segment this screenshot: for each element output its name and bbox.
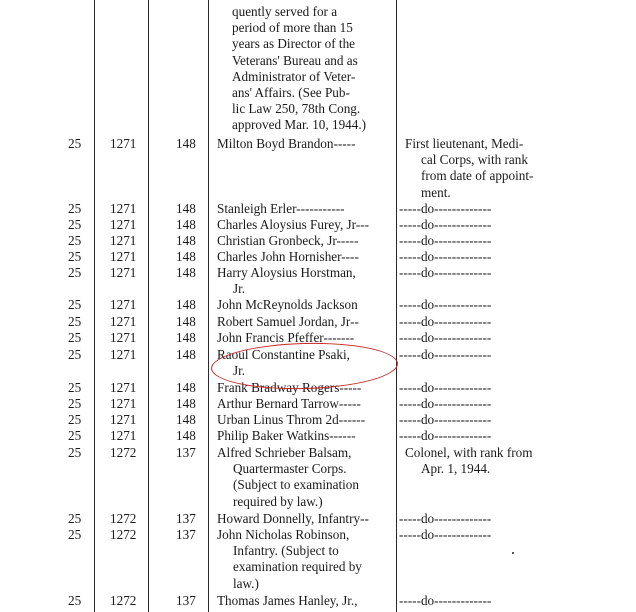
- name-cell: [217, 233, 397, 249]
- name-cell: [217, 527, 397, 592]
- item-number-cell: 148: [176, 380, 196, 395]
- page-ref-cell: 25: [68, 249, 82, 264]
- rank-cell: [399, 201, 559, 217]
- page-ref-cell: 25: [68, 297, 82, 312]
- rank-text: -----do-------------: [399, 297, 492, 312]
- rank-cell: [399, 527, 559, 543]
- item-number-cell: 137: [176, 511, 196, 526]
- rank-text: -----do-------------: [399, 217, 492, 232]
- rank-text: -----do-------------: [399, 396, 492, 411]
- rank-cell: [399, 249, 559, 265]
- rank-cell: [399, 412, 559, 428]
- rank-cell: [399, 297, 559, 313]
- rank-text: -----do-------------: [399, 511, 492, 526]
- officer-name: Milton Boyd Brandon: [217, 136, 334, 151]
- item-number-cell: 148: [176, 330, 196, 345]
- rank-continuation: from date of appoint-: [421, 168, 534, 184]
- rank-cell: [399, 265, 559, 281]
- name-cell: [217, 265, 397, 297]
- rank-text: -----do-------------: [399, 347, 492, 362]
- list-number-cell: 1271: [110, 380, 137, 395]
- name-continuation: Infantry. (Subject to: [233, 543, 339, 559]
- item-number-cell: 148: [176, 428, 196, 443]
- rank-text: Colonel, with rank from: [405, 445, 533, 460]
- officer-name: John McReynolds Jackson: [217, 297, 358, 312]
- officer-name: Robert Samuel Jordan, Jr: [217, 314, 351, 329]
- name-cell: [217, 297, 397, 313]
- name-cell: [217, 428, 397, 444]
- item-number-cell: 137: [176, 527, 196, 542]
- leader-dashes: --: [350, 314, 359, 329]
- intro-line: Veterans' Bureau and as: [232, 52, 358, 68]
- list-number-cell: 1272: [110, 527, 137, 542]
- name-cell: [217, 249, 397, 265]
- page-ref-cell: 25: [68, 265, 82, 280]
- leader-dashes: --: [360, 511, 369, 526]
- column-rule-1: [94, 0, 95, 612]
- page-ref-cell: 25: [68, 511, 82, 526]
- page-ref-cell: 25: [68, 593, 82, 608]
- rank-cell: [399, 396, 559, 412]
- page-ref-cell: 25: [68, 330, 82, 345]
- officer-name: Charles Aloysius Furey, Jr: [217, 217, 356, 232]
- rank-cell: [399, 233, 559, 249]
- officer-name: Raoul Constantine Psaki,: [217, 347, 350, 362]
- page-ref-cell: 25: [68, 136, 82, 151]
- page-ref-cell: 25: [68, 233, 82, 248]
- officer-name: Frank Bradway Rogers: [217, 380, 340, 395]
- leader-dashes: -----: [339, 380, 362, 395]
- intro-line: quently served for a: [232, 4, 338, 19]
- rank-cell: [399, 511, 559, 527]
- item-number-cell: 148: [176, 136, 196, 151]
- item-number-cell: 148: [176, 314, 196, 329]
- name-cell: [217, 445, 397, 510]
- rank-text: -----do-------------: [399, 380, 492, 395]
- list-number-cell: 1271: [110, 347, 137, 362]
- column-rule-3: [208, 0, 209, 612]
- officer-name: Philip Baker Watkins: [217, 428, 330, 443]
- name-cell: [217, 412, 397, 428]
- name-continuation: (Subject to examination: [233, 477, 359, 493]
- name-continuation: Quartermaster Corps.: [233, 461, 347, 477]
- intro-line: period of more than 15: [232, 20, 353, 36]
- leader-dashes: -------: [323, 330, 355, 345]
- name-cell: [217, 314, 397, 330]
- rank-cell: [405, 445, 565, 477]
- page-ref-cell: 25: [68, 217, 82, 232]
- item-number-cell: 148: [176, 233, 196, 248]
- officer-name: Urban Linus Throm 2d: [217, 412, 339, 427]
- leader-dashes: -----: [336, 233, 359, 248]
- rank-text: -----do-------------: [399, 330, 492, 345]
- officer-name: John Nicholas Robinson,: [217, 527, 350, 542]
- rank-cell: [399, 593, 559, 609]
- item-number-cell: 148: [176, 217, 196, 232]
- rank-continuation: ment.: [421, 184, 451, 200]
- page-ref-cell: 25: [68, 380, 82, 395]
- officer-name: Harry Aloysius Horstman,: [217, 265, 356, 280]
- rank-text: -----do-------------: [399, 314, 492, 329]
- list-number-cell: 1271: [110, 396, 137, 411]
- page-ref-cell: 25: [68, 396, 82, 411]
- name-continuation: law.): [233, 575, 259, 591]
- leader-dashes: ------: [329, 428, 356, 443]
- page-ref-cell: 25: [68, 201, 82, 216]
- rank-cell: [399, 347, 559, 363]
- rank-text: -----do-------------: [399, 527, 492, 542]
- list-number-cell: 1271: [110, 136, 137, 151]
- name-cell: [217, 593, 397, 609]
- rank-cell: [399, 217, 559, 233]
- officer-name: Alfred Schrieber Balsam,: [217, 445, 352, 460]
- rank-text: -----do-------------: [399, 593, 492, 608]
- list-number-cell: 1272: [110, 593, 137, 608]
- rank-cell: [399, 428, 559, 444]
- list-number-cell: 1271: [110, 217, 137, 232]
- name-cell: [217, 136, 397, 152]
- item-number-cell: 148: [176, 396, 196, 411]
- rank-text: -----do-------------: [399, 428, 492, 443]
- officer-name: Christian Gronbeck, Jr: [217, 233, 337, 248]
- rank-cell: [405, 136, 565, 201]
- item-number-cell: 148: [176, 201, 196, 216]
- list-number-cell: 1271: [110, 412, 137, 427]
- intro-note: [232, 4, 366, 134]
- rank-text: -----do-------------: [399, 233, 492, 248]
- officer-name: Thomas James Hanley, Jr.,: [217, 593, 358, 608]
- rank-continuation: cal Corps, with rank: [421, 152, 528, 168]
- intro-line: years as Director of the: [232, 36, 356, 52]
- list-number-cell: 1272: [110, 511, 137, 526]
- list-number-cell: 1271: [110, 428, 137, 443]
- item-number-cell: 148: [176, 265, 196, 280]
- list-number-cell: 1271: [110, 314, 137, 329]
- leader-dashes: ----: [341, 249, 359, 264]
- officer-name: Howard Donnelly, Infantry: [217, 511, 361, 526]
- name-cell: [217, 511, 397, 527]
- list-number-cell: 1271: [110, 265, 137, 280]
- officer-name: Stanleigh Erler: [217, 201, 297, 216]
- name-continuation: Jr.: [233, 281, 246, 297]
- rank-text: -----do-------------: [399, 201, 492, 216]
- leader-dashes: -----: [333, 136, 356, 151]
- rank-cell: [399, 314, 559, 330]
- page-ref-cell: 25: [68, 347, 82, 362]
- name-continuation: required by law.): [233, 493, 323, 509]
- item-number-cell: 137: [176, 445, 196, 460]
- name-continuation: examination required by: [233, 559, 362, 575]
- rank-text: -----do-------------: [399, 265, 492, 280]
- page-ref-cell: 25: [68, 428, 82, 443]
- list-number-cell: 1272: [110, 445, 137, 460]
- list-number-cell: 1271: [110, 233, 137, 248]
- page-ref-cell: 25: [68, 314, 82, 329]
- item-number-cell: 148: [176, 297, 196, 312]
- item-number-cell: 148: [176, 412, 196, 427]
- intro-line: ans' Affairs. (See Pub-: [232, 85, 350, 101]
- name-continuation: Jr.: [233, 363, 246, 379]
- list-number-cell: 1271: [110, 297, 137, 312]
- leader-dashes: -----: [338, 396, 361, 411]
- page-ref-cell: 25: [68, 527, 82, 542]
- item-number-cell: 137: [176, 593, 196, 608]
- leader-dashes: -----------: [296, 201, 345, 216]
- rank-continuation: Apr. 1, 1944.: [421, 461, 491, 477]
- rank-cell: [399, 380, 559, 396]
- list-number-cell: 1271: [110, 249, 137, 264]
- name-cell: [217, 217, 397, 233]
- name-cell: [217, 201, 397, 217]
- officer-name: Charles John Hornisher: [217, 249, 342, 264]
- rank-cell: [399, 330, 559, 346]
- name-cell: [217, 396, 397, 412]
- page-ref-cell: 25: [68, 412, 82, 427]
- item-number-cell: 148: [176, 249, 196, 264]
- rank-text: First lieutenant, Medi-: [405, 136, 524, 151]
- officer-name: Arthur Bernard Tarrow: [217, 396, 339, 411]
- list-number-cell: 1271: [110, 330, 137, 345]
- rank-text: -----do-------------: [399, 249, 492, 264]
- intro-line: lic Law 250, 78th Cong.: [232, 101, 361, 117]
- item-number-cell: 148: [176, 347, 196, 362]
- leader-dashes: ---: [355, 217, 369, 232]
- intro-line: approved Mar. 10, 1944.): [232, 117, 367, 133]
- intro-line: Administrator of Veter-: [232, 68, 356, 84]
- page-ref-cell: 25: [68, 445, 82, 460]
- stray-mark: [512, 552, 514, 554]
- leader-dashes: ------: [338, 412, 366, 427]
- rank-text: -----do-------------: [399, 412, 492, 427]
- officer-name: John Francis Pfeffer: [217, 330, 324, 345]
- list-number-cell: 1271: [110, 201, 137, 216]
